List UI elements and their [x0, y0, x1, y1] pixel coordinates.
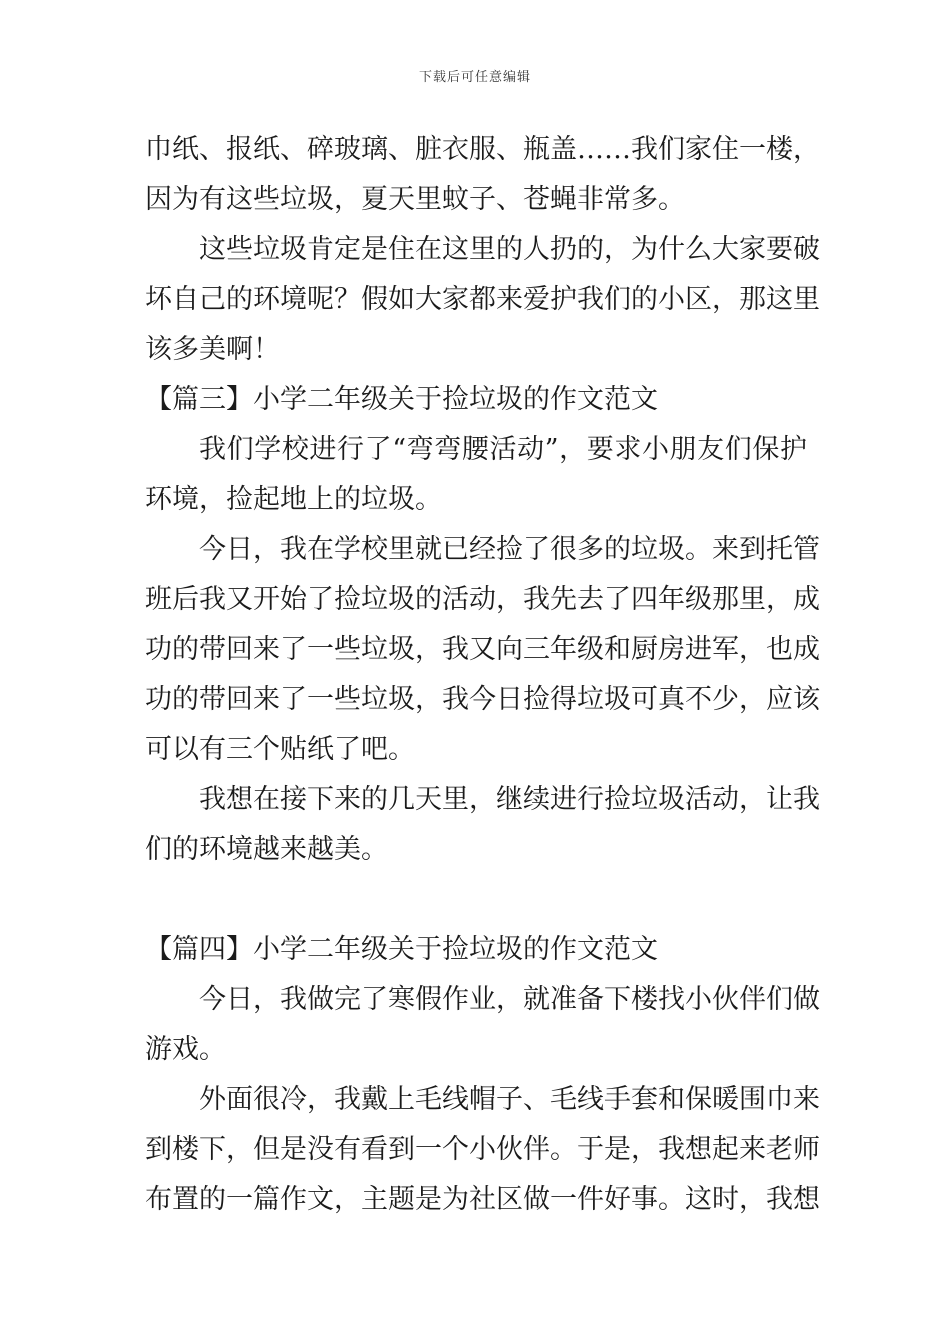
paragraph-start-line: 我想在接下来的几天里，继续进行捡垃圾活动，让我 [199, 784, 820, 815]
text-line: 功的带回来了一些垃圾，我今日捡得垃圾可真不少，应该 [145, 684, 820, 715]
blank-line [145, 875, 807, 925]
text-line: 功的带回来了一些垃圾，我又向三年级和厨房进军，也成 [145, 634, 820, 665]
paragraph-start-line: 今日，我在学校里就已经捡了很多的垃圾。来到托管 [199, 534, 820, 565]
text-line: 游戏。 [145, 1034, 226, 1065]
section-heading: 【篇三】小学二年级关于捡垃圾的作文范文 [145, 384, 658, 415]
text-line: 可以有三个贴纸了吧。 [145, 734, 415, 765]
text-line: 巾纸、报纸、碎玻璃、脏衣服、瓶盖……我们家住一楼， [145, 134, 820, 165]
text-line: 们的环境越来越美。 [145, 834, 388, 865]
paragraph-start-line: 外面很冷，我戴上毛线帽子、毛线手套和保暖围巾来 [199, 1084, 820, 1115]
text-line: 布置的一篇作文，主题是为社区做一件好事。这时，我想 [145, 1184, 820, 1215]
document-body [145, 125, 820, 1225]
text-line: 该多美啊！ [145, 334, 280, 365]
section-heading: 【篇四】小学二年级关于捡垃圾的作文范文 [145, 934, 658, 965]
page-header: 下载后可任意编辑 [418, 70, 531, 85]
text-line: 环境，捡起地上的垃圾。 [145, 484, 442, 515]
text-line: 因为有这些垃圾，夏天里蚊子、苍蝇非常多。 [145, 184, 685, 215]
paragraph-start-line: 今日，我做完了寒假作业，就准备下楼找小伙伴们做 [199, 984, 820, 1015]
text-line: 班后我又开始了捡垃圾的活动，我先去了四年级那里，成 [145, 584, 820, 615]
text-line: 到楼下，但是没有看到一个小伙伴。于是，我想起来老师 [145, 1134, 820, 1165]
text-line: 坏自己的环境呢？假如大家都来爱护我们的小区，那这里 [145, 284, 820, 315]
paragraph-start-line: 我们学校进行了“弯弯腰活动”，要求小朋友们保护 [199, 434, 807, 465]
paragraph-start-line: 这些垃圾肯定是住在这里的人扔的，为什么大家要破 [199, 234, 820, 265]
